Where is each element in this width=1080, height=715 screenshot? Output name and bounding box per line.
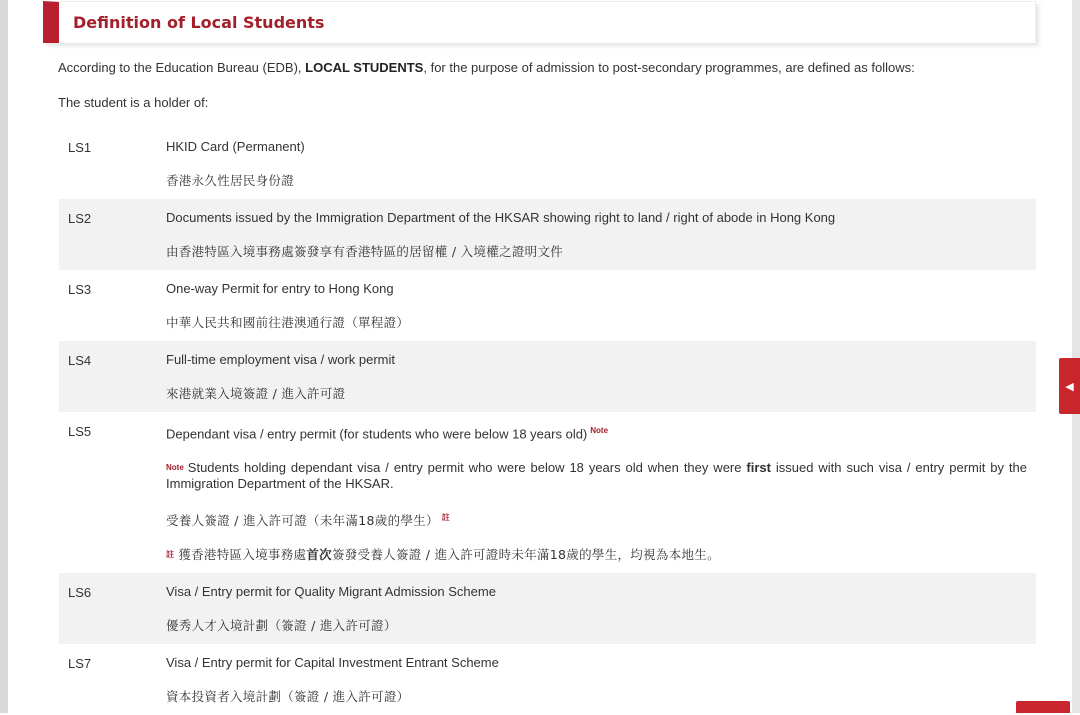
row-note bbox=[166, 460, 1027, 492]
left-window-edge bbox=[0, 0, 8, 713]
row-chinese: 來港就業入境簽證 / 進入許可證 bbox=[166, 386, 346, 401]
local-students-table bbox=[59, 128, 1036, 715]
intro-emphasis: LOCAL STUDENTS bbox=[305, 60, 424, 75]
table-row-ls1 bbox=[59, 128, 1036, 199]
note-text-bold: first bbox=[746, 460, 771, 476]
note-lead: Note bbox=[166, 463, 184, 473]
row-body bbox=[166, 139, 1027, 189]
intro-text bbox=[58, 60, 1038, 75]
row-english: Full-time employment visa / work permit bbox=[166, 352, 395, 367]
zh-note-text-bold: 首次 bbox=[306, 547, 332, 563]
row-english: One-way Permit for entry to Hong Kong bbox=[166, 281, 394, 296]
row-english: Documents issued by the Immigration Department of the HKSAR showing right to land / right of abode in Hong Kong bbox=[166, 210, 836, 225]
row-english bbox=[166, 423, 1027, 442]
row-chinese-text: 受養人簽證 / 進入許可證（未年滿18歲的學生） bbox=[166, 513, 439, 529]
row-english: HKID Card (Permanent) bbox=[166, 139, 305, 154]
row-body bbox=[166, 281, 1027, 331]
row-code: LS7 bbox=[68, 656, 92, 672]
row-body bbox=[166, 584, 1027, 634]
table-row-ls2 bbox=[59, 199, 1036, 270]
intro-suffix: , for the purpose of admission to post-secondary programmes, are defined as follows: bbox=[423, 60, 915, 75]
row-chinese: 香港永久性居民身份證 bbox=[166, 173, 295, 188]
row-chinese: 由香港特區入境事務處簽發享有香港特區的居留權 / 入境權之證明文件 bbox=[166, 244, 564, 259]
back-to-top-button[interactable] bbox=[1016, 701, 1070, 713]
section-title: Definition of Local Students bbox=[73, 13, 325, 32]
table-row-ls3 bbox=[59, 270, 1036, 341]
row-chinese: 資本投資者入境計劃（簽證 / 進入許可證） bbox=[166, 689, 410, 705]
table-row-ls6 bbox=[59, 573, 1036, 644]
section-header bbox=[43, 1, 1036, 43]
row-code: LS4 bbox=[68, 353, 92, 368]
right-window-edge bbox=[1072, 0, 1080, 713]
row-code: LS3 bbox=[68, 282, 92, 297]
row-code: LS2 bbox=[68, 211, 92, 226]
table-row-ls5 bbox=[59, 412, 1036, 573]
zh-note-text-a: 獲香港特區入境事務處 bbox=[178, 547, 307, 563]
row-body bbox=[166, 423, 1027, 563]
row-code: LS6 bbox=[68, 585, 92, 601]
holder-text: The student is a holder of: bbox=[58, 95, 209, 110]
row-body bbox=[166, 352, 1027, 402]
row-body bbox=[166, 210, 1027, 260]
row-english-text: Dependant visa / entry permit (for students who were below 18 years old) bbox=[166, 426, 588, 442]
row-chinese-note bbox=[166, 547, 1027, 563]
note-text-a: Students holding dependant visa / entry permit who were below 18 years old when they were bbox=[187, 460, 747, 476]
table-row-ls4 bbox=[59, 341, 1036, 412]
zh-note-marker: 註 bbox=[441, 513, 451, 523]
zh-note-lead: 註 bbox=[166, 550, 175, 560]
row-code: LS1 bbox=[68, 140, 92, 155]
row-chinese: 中華人民共和國前往港澳通行證（單程證） bbox=[166, 315, 410, 330]
row-code: LS5 bbox=[68, 424, 92, 439]
intro-prefix: According to the Education Bureau (EDB), bbox=[58, 60, 306, 75]
row-chinese bbox=[166, 510, 1027, 529]
row-chinese: 優秀人才入境計劃（簽證 / 進入許可證） bbox=[166, 618, 397, 634]
row-english: Visa / Entry permit for Quality Migrant Admission Scheme bbox=[166, 584, 496, 600]
triangle-left-icon: ◀ bbox=[1065, 380, 1074, 393]
row-body bbox=[166, 655, 1027, 705]
note-text-b: issued with such visa / entry permit by the Immigration Department of the HKSAR. bbox=[166, 460, 1027, 492]
table-row-ls7 bbox=[59, 644, 1036, 715]
row-english: Visa / Entry permit for Capital Investment Entrant Scheme bbox=[166, 655, 499, 671]
note-marker: Note bbox=[590, 426, 609, 435]
side-panel-toggle-button[interactable] bbox=[1059, 358, 1080, 414]
zh-note-text-b: 簽發受養人簽證 / 進入許可證時未年滿18歲的學生，均視為本地生。 bbox=[331, 547, 720, 563]
